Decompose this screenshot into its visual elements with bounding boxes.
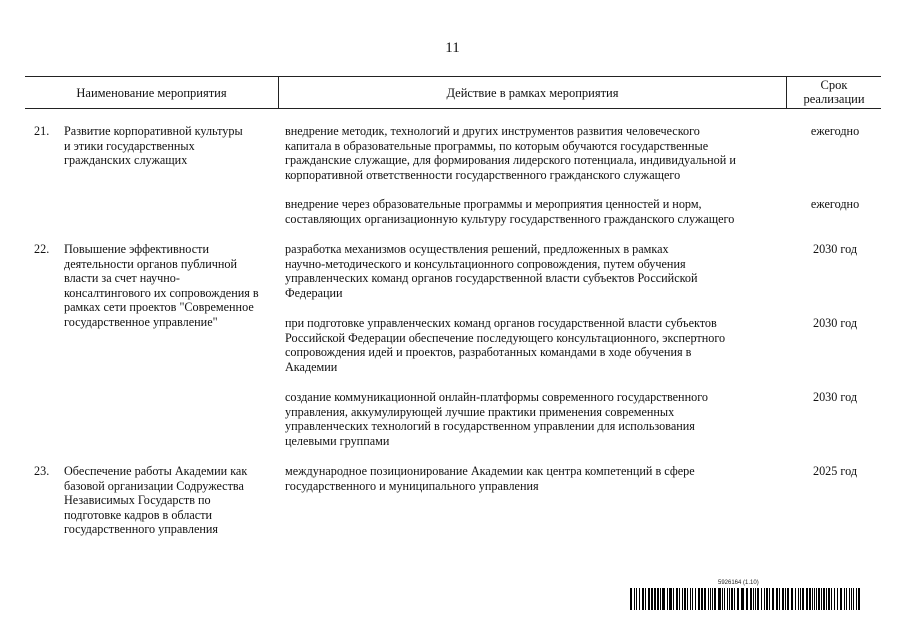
action-line: внедрение методик, технологий и других инструментов развития человеческого — [285, 124, 700, 138]
row-number: 21. — [34, 124, 50, 138]
action-line: сопровождения идей и проектов, разработанных командами в ходе обучения в — [285, 345, 692, 359]
action-line: корпоративной ответственности государственного гражданского служащего — [285, 167, 681, 182]
row-name-line: подготовке кадров в области — [64, 507, 213, 522]
row-action — [285, 316, 785, 374]
page-number: 11 — [445, 40, 460, 56]
action-line: научно-методического и консультационного сопровождения, путем обучения — [285, 256, 686, 271]
row-term: 2030 год — [812, 390, 858, 404]
action-line: разработка механизмов осуществления решений, предложенных в рамках — [285, 242, 669, 256]
row-action — [285, 124, 785, 182]
row-name-line: Развитие корпоративной культуры — [64, 124, 243, 138]
header-term-line-1: Срок — [820, 78, 848, 92]
action-line: создание коммуникационной онлайн-платформы современного государственного — [285, 390, 708, 404]
row-name-line: Обеспечение работы Академии как — [64, 464, 248, 478]
table-header-bottom-rule — [25, 108, 881, 109]
row-name-line: базовой организации Содружества — [64, 478, 244, 493]
row-action — [285, 464, 785, 493]
barcode-block — [630, 580, 860, 610]
header-name: Наименование мероприятия — [76, 86, 227, 100]
header-term-line-2: реализации — [803, 92, 865, 106]
row-name-line: власти за счет научно- — [64, 271, 180, 285]
row-name-line: и этики государственных — [64, 138, 195, 153]
row-name — [64, 464, 279, 537]
row-term: ежегодно — [810, 197, 860, 211]
action-line: управленческих команд органов государственной власти субъектов Российской — [285, 271, 698, 285]
action-line: международное позиционирование Академии как центра компетенций в сфере — [285, 464, 695, 478]
row-term: 2030 год — [812, 316, 858, 330]
row-name-line: консалтингового их сопровождения в — [64, 285, 259, 300]
table-top-rule — [25, 76, 881, 77]
row-term: 2030 год — [812, 242, 858, 256]
action-line: при подготовке управленческих команд органов государственной власти субъектов — [285, 316, 717, 330]
row-name — [64, 242, 279, 329]
action-line: Российской Федерации обеспечение последующего консультационного, экспертного — [285, 330, 726, 345]
action-line: Федерации — [285, 285, 343, 300]
action-line: составляющих организационную культуру государственного гражданского служащего — [285, 211, 735, 226]
barcode-icon — [630, 588, 860, 610]
action-line: гражданские служащие, для формирования лидерского потенциала, индивидуальной и — [285, 153, 736, 167]
row-number: 22. — [34, 242, 50, 256]
action-line: Академии — [285, 359, 338, 374]
action-line: внедрение через образовательные программы и мероприятия ценностей и норм, — [285, 197, 702, 211]
header-action: Действие в рамках мероприятия — [446, 86, 619, 100]
row-name — [64, 124, 276, 168]
row-name-line: гражданских служащих — [64, 153, 188, 167]
barcode-id: 5926164 (1.10) — [718, 580, 759, 586]
header-term — [787, 78, 881, 106]
action-line: капитала в образовательные программы, по которым обучаются государственные — [285, 138, 709, 153]
action-line: государственного и муниципального управления — [285, 478, 539, 493]
row-name-line: государственного управления — [64, 522, 219, 536]
row-term: 2025 год — [812, 464, 858, 478]
action-line: управления, аккумулирующей лучшие практики применения современных — [285, 404, 675, 419]
row-number: 23. — [34, 464, 50, 478]
row-name-line: Повышение эффективности — [64, 242, 209, 256]
row-name-line: деятельности органов публичной — [64, 256, 238, 271]
row-action — [285, 197, 785, 226]
row-name-line: Независимых Государств по — [64, 493, 211, 507]
row-action — [285, 390, 785, 448]
row-name-line: рамках сети проектов "Современное — [64, 300, 254, 314]
action-line: целевыми группами — [285, 433, 390, 448]
action-line: управленческих технологий в государственном управлении для использования — [285, 419, 695, 433]
row-name-line: государственное управление" — [64, 314, 218, 329]
row-action — [285, 242, 785, 300]
row-term: ежегодно — [810, 124, 860, 138]
